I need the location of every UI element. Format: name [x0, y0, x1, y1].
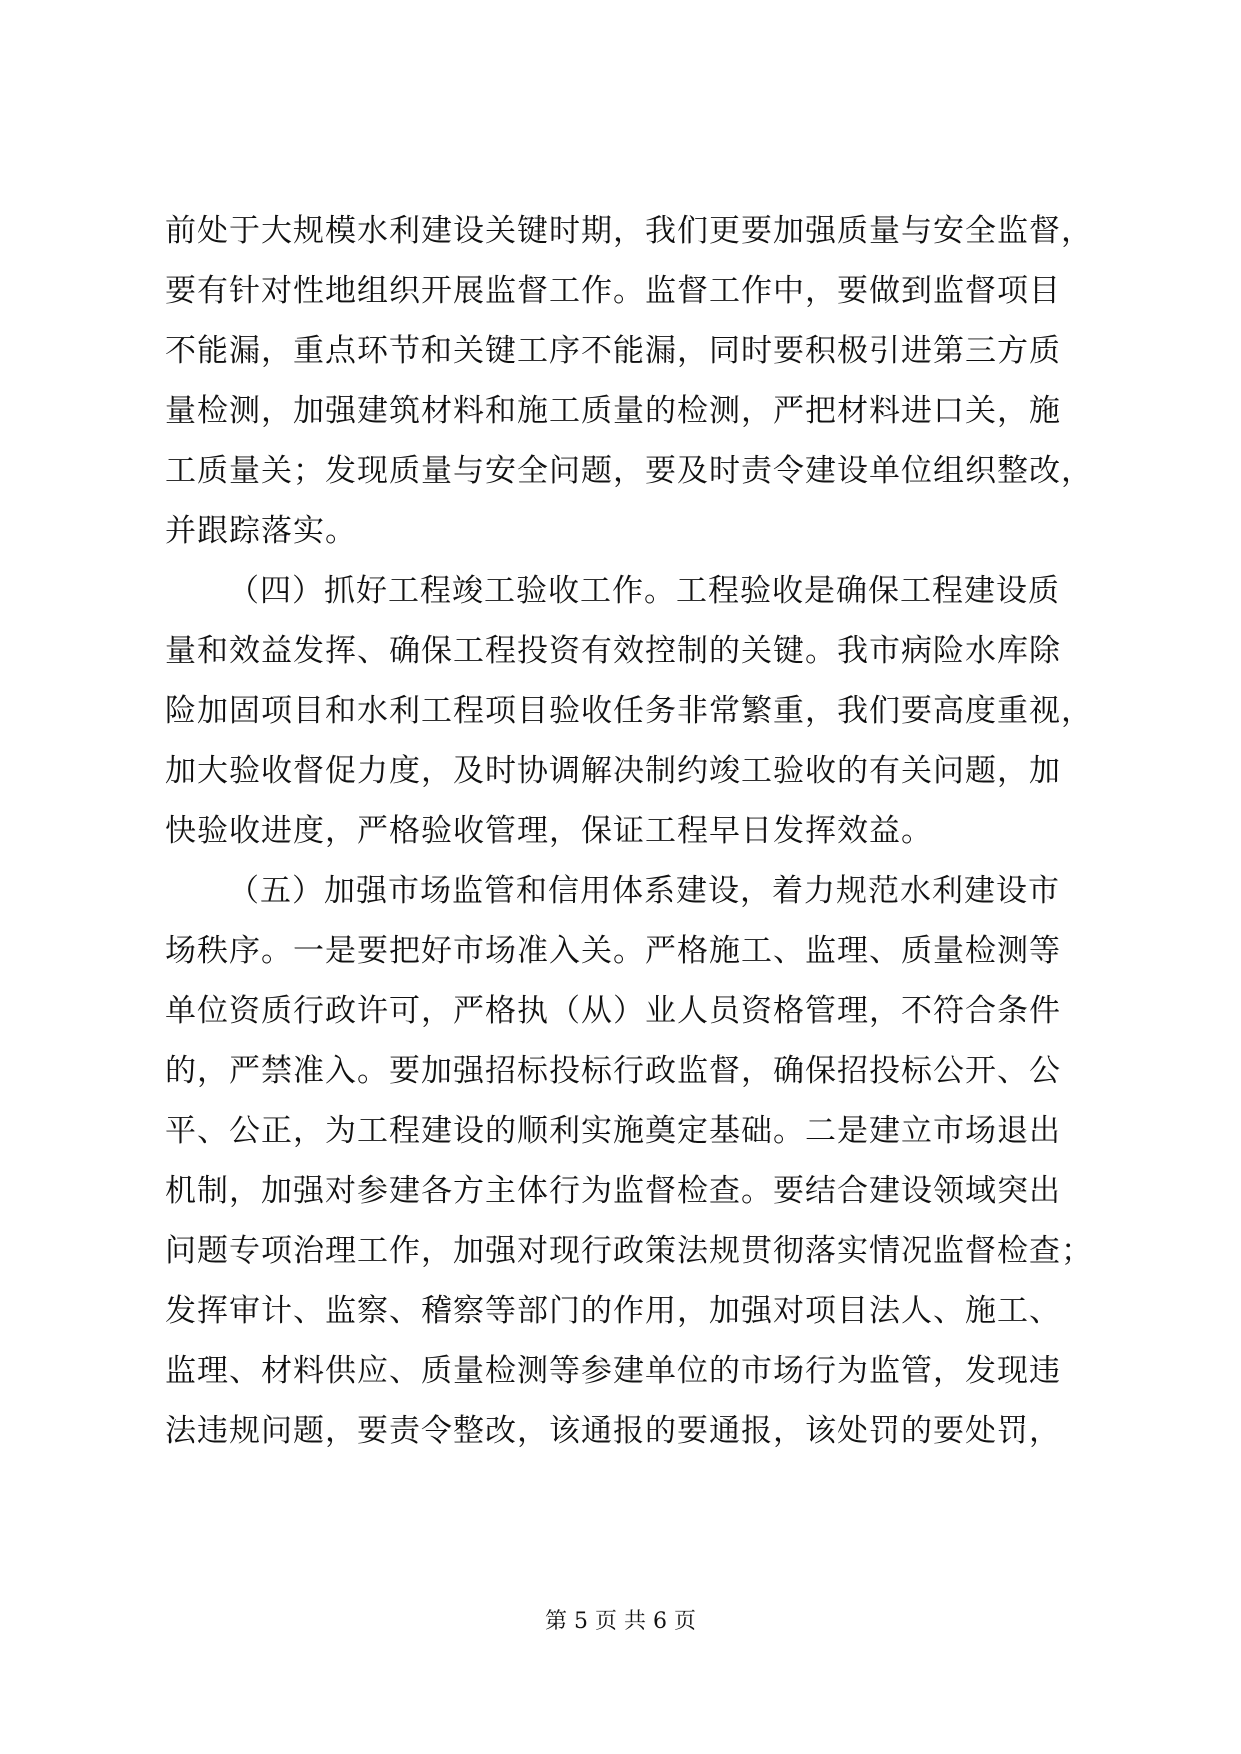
- body-text-line: 前处于大规模水利建设关键时期，我们更要加强质量与安全监督，: [165, 213, 1093, 249]
- body-text-line: 监理、材料供应、质量检测等参建单位的市场行为监管，发现违: [165, 1353, 1061, 1389]
- body-text-line: 要有针对性地组织开展监督工作。监督工作中，要做到监督项目: [165, 273, 1061, 309]
- body-text-line: 量检测，加强建筑材料和施工质量的检测，严把材料进口关，施: [165, 393, 1061, 429]
- body-text-line: 并跟踪落实。: [165, 513, 357, 549]
- body-text-line: 机制，加强对参建各方主体行为监督检查。要结合建设领域突出: [165, 1173, 1061, 1209]
- body-text-line: 单位资质行政许可，严格执（从）业人员资格管理，不符合条件: [165, 993, 1061, 1029]
- body-text-line: 险加固项目和水利工程项目验收任务非常繁重，我们要高度重视，: [165, 693, 1093, 729]
- paragraph-first-line: （五）加强市场监管和信用体系建设，着力规范水利建设市: [228, 873, 1060, 909]
- body-text-line: 法违规问题，要责令整改，该通报的要通报，该处罚的要处罚，: [165, 1413, 1061, 1449]
- body-text-line: 平、公正，为工程建设的顺利实施奠定基础。二是建立市场退出: [165, 1113, 1061, 1149]
- body-text-line: 问题专项治理工作，加强对现行政策法规贯彻落实情况监督检查；: [165, 1233, 1093, 1269]
- body-text-line: 加大验收督促力度，及时协调解决制约竣工验收的有关问题，加: [165, 753, 1061, 789]
- body-text-line: 不能漏，重点环节和关键工序不能漏，同时要积极引进第三方质: [165, 333, 1061, 369]
- body-text-line: 发挥审计、监察、稽察等部门的作用，加强对项目法人、施工、: [165, 1293, 1061, 1329]
- page-number-footer: 第 5 页 共 6 页: [545, 1609, 696, 1634]
- body-text-line: 的，严禁准入。要加强招标投标行政监督，确保招投标公开、公: [165, 1053, 1061, 1089]
- body-text-line: 快验收进度，严格验收管理，保证工程早日发挥效益。: [165, 813, 933, 849]
- body-text-line: 工质量关；发现质量与安全问题，要及时责令建设单位组织整改，: [165, 453, 1093, 489]
- body-text-line: 量和效益发挥、确保工程投资有效控制的关键。我市病险水库除: [165, 633, 1061, 669]
- body-text-line: 场秩序。一是要把好市场准入关。严格施工、监理、质量检测等: [165, 933, 1061, 969]
- paragraph-first-line: （四）抓好工程竣工验收工作。工程验收是确保工程建设质: [228, 573, 1060, 609]
